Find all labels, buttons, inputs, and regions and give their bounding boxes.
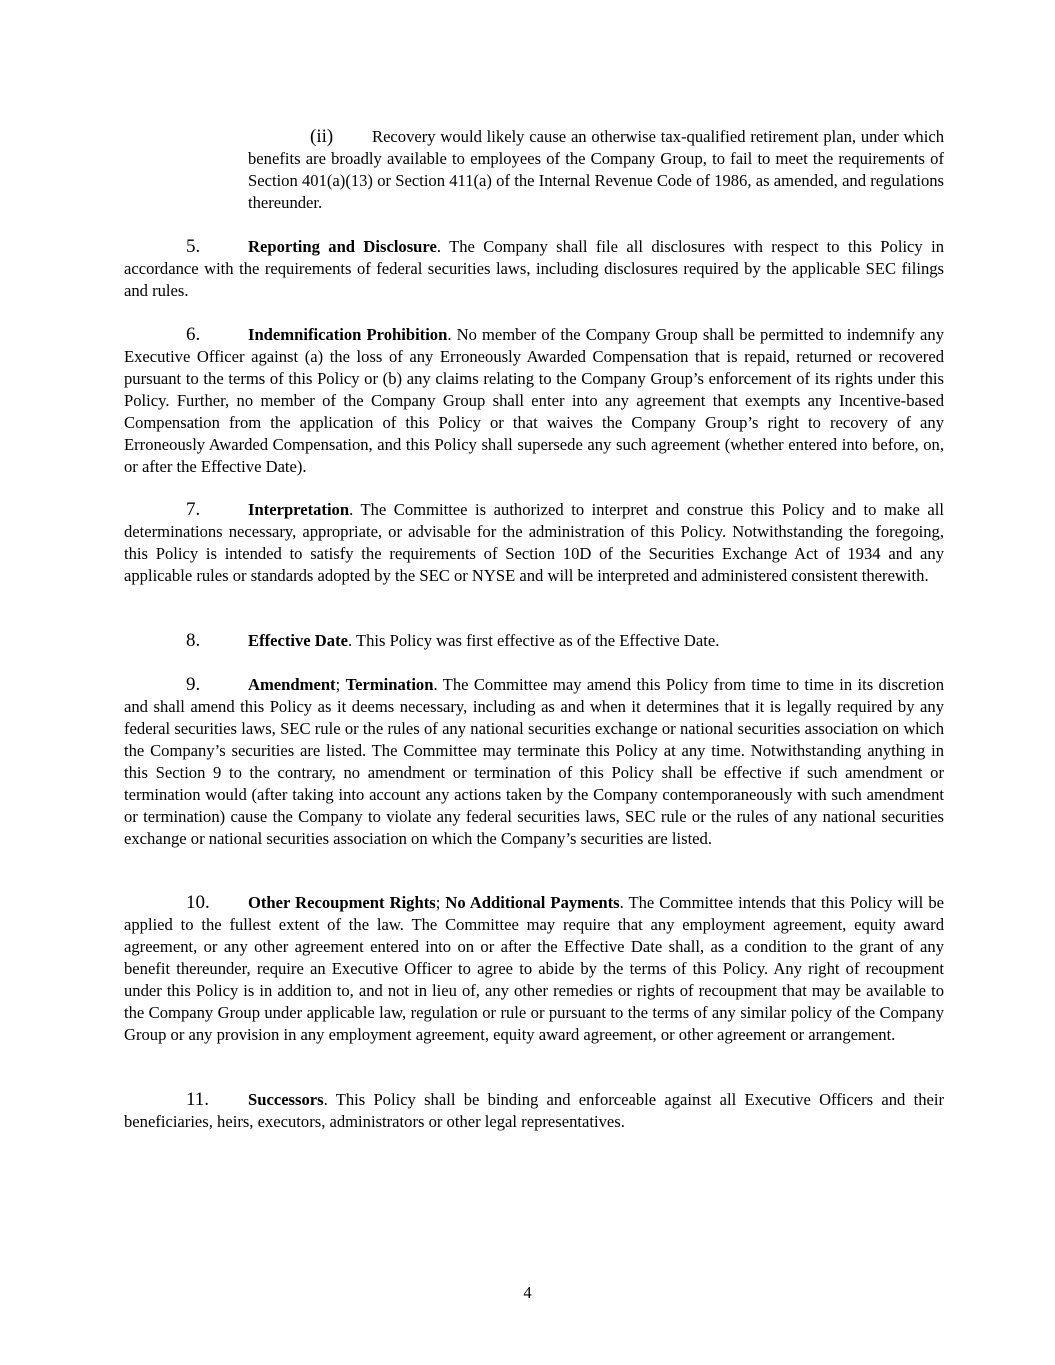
- section-text: . The Committee is authorized to interpret and construe this Policy and to make all determinations necessary, appropriate, or advisable for the administration of this Policy. Notwithstanding the foregoing, this Policy is intended to satisfy the requirements of Section 10D of the Securities Exchange Act of 1934 and any applicable rules or standards adopted by the SEC or NYSE and will be interpreted and administered consistent therewith.: [124, 500, 944, 585]
- section-title: Reporting and Disclosure: [248, 237, 437, 256]
- section-title-separator: ;: [335, 675, 346, 694]
- section-title: Amendment: [248, 675, 336, 694]
- section-title: Other Recoupment Rights: [248, 893, 436, 912]
- section-title-secondary: Termination: [345, 675, 434, 694]
- section-title: Effective Date: [248, 631, 348, 650]
- section-title: Successors: [248, 1090, 324, 1109]
- section-number: 9.: [186, 674, 201, 695]
- subitem-text: Recovery would likely cause an otherwise tax-qualified retirement plan, under which benefits are broadly available to employees of the Company Group, to fail to meet the requirements of Section 401(a)(13) or Section 411(a) of the Internal Revenue Code of 1986, as amended, and regulations thereunder.: [248, 127, 944, 212]
- section-6: [124, 324, 944, 478]
- section-text: . No member of the Company Group shall be permitted to indemnify any Executive Officer against (a) the loss of any Erroneously Awarded Compensation that is repaid, returned or recovered pursuant to the terms of this Policy or (b) any claims relating to the Company Group’s enforcement of its rights under this Policy. Further, no member of the Company Group shall enter into any agreement that exempts any Incentive-based Compensation from the application of this Policy or that waives the Company Group’s right to recovery of any Erroneously Awarded Compensation, and this Policy shall supersede any such agreement (whether entered into before, on, or after the Effective Date).: [124, 325, 944, 476]
- section-title: Interpretation: [248, 500, 350, 519]
- section-11: [124, 1089, 944, 1133]
- page-number: 4: [523, 1283, 532, 1302]
- section-number: 6.: [186, 324, 201, 345]
- section-text: . The Committee intends that this Policy will be applied to the fullest extent of the law. The Committee may require that any employment agreement, equity award agreement, or any other agreement entered into on or after the Effective Date shall, as a condition to the grant of any benefit thereunder, require an Executive Officer to agree to abide by the terms of this Policy. Any right of recoupment under this Policy is in addition to, and not in lieu of, any other remedies or rights of recoupment that may be available to the Company Group under applicable law, regulation or rule or pursuant to the terms of any similar policy of the Company Group or any provision in any employment agreement, equity award agreement, or other agreement or arrangement.: [124, 893, 944, 1044]
- section-title-separator: ;: [435, 893, 446, 912]
- section-number: 10.: [186, 892, 210, 913]
- section-title: Indemnification Prohibition: [248, 325, 448, 344]
- section-number: 11.: [186, 1089, 210, 1110]
- section-title-secondary: No Additional Payments: [445, 893, 620, 912]
- section-number: 8.: [186, 630, 201, 651]
- section-7: [124, 499, 944, 587]
- section-text: . The Company shall file all disclosures with respect to this Policy in accordance with the requirements of federal securities laws, including disclosures required by the applicable SEC filings and rules.: [124, 237, 944, 300]
- section-10: [124, 892, 944, 1046]
- section-text: . The Committee may amend this Policy from time to time in its discretion and shall amend this Policy as it deems necessary, including as and when it determines that it is legally required by any federal securities laws, SEC rule or the rules of any national securities exchange or national securities association on which the Company’s securities are listed. The Committee may terminate this Policy at any time. Notwithstanding anything in this Section 9 to the contrary, no amendment or termination of this Policy shall be effective if such amendment or termination would (after taking into account any actions taken by the Company contemporaneously with such amendment or termination) cause the Company to violate any federal securities laws, SEC rule or the rules of any national securities exchange or national securities association on which the Company’s securities are listed.: [124, 675, 944, 848]
- section-text: . This Policy was first effective as of the Effective Date.: [347, 631, 720, 650]
- section-text: . This Policy shall be binding and enforceable against all Executive Officers and their beneficiaries, heirs, executors, administrators or other legal representatives.: [124, 1090, 944, 1131]
- subitem-number: (ii): [310, 126, 334, 147]
- section-9: [124, 674, 944, 850]
- section-5: [124, 236, 944, 302]
- section-number: 7.: [186, 499, 201, 520]
- subitem-ii: [248, 126, 944, 214]
- section-8: [124, 630, 944, 652]
- section-number: 5.: [186, 236, 201, 257]
